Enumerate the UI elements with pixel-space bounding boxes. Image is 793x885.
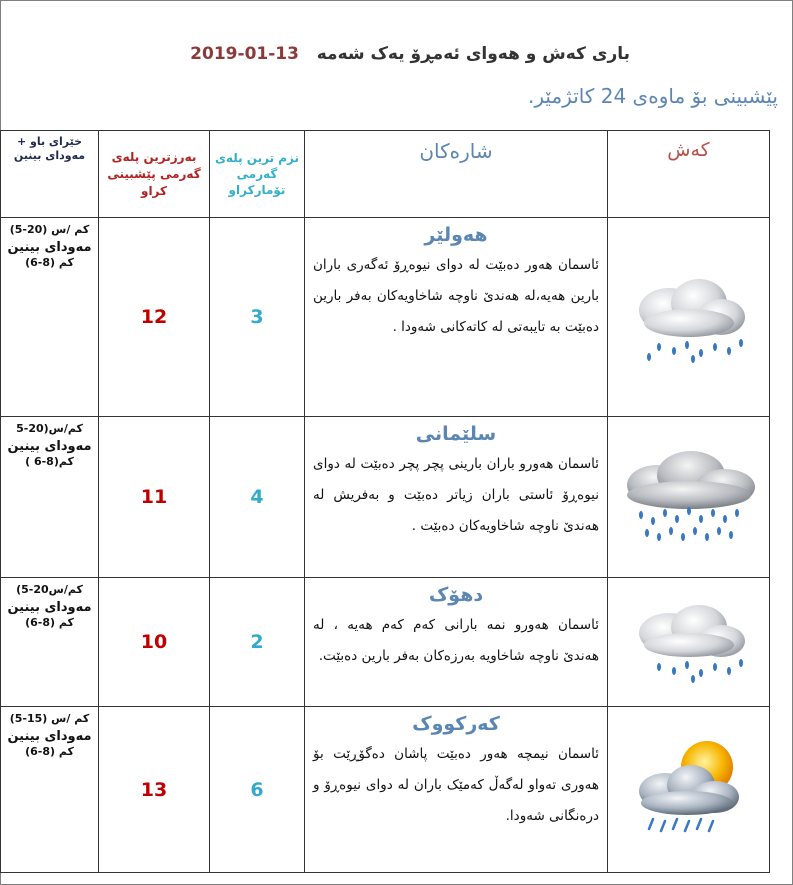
page-subtitle: پێشبینی بۆ ماوەی 24 کاتژمێر. (528, 84, 778, 108)
visibility-value: (6-8) کم (25, 745, 74, 758)
wind-speed: (5-15) کم /س (9, 712, 90, 725)
weather-table (0, 130, 770, 873)
table-row (1, 578, 770, 707)
wind-speed: 5-20)کم/س (16, 422, 83, 435)
title-date: 13-01-2019 (190, 44, 299, 64)
forecast-description: ئاسمان هەورو نمە بارانی کەم کەم هەیە ، لە هەندێ ناوچە شاخاویە بەرزەکان بەفر بارین دەبێت. (313, 617, 599, 664)
table-row (1, 707, 770, 873)
visibility-label: مەودای بینین (7, 729, 92, 744)
min-temp-cell: 2 (210, 578, 305, 707)
wind-speed: (5-20) کم /س (9, 223, 90, 236)
max-temp-cell: 11 (99, 417, 210, 578)
visibility-value: ( 6-8)کم (25, 455, 74, 468)
table-row (1, 417, 770, 578)
city-name: کەرکووک (412, 713, 500, 735)
weather-icon-cell (608, 218, 770, 417)
forecast-description: ئاسمان هەور دەبێت لە دوای نیوەڕۆ ئەگەری باران بارین هەیە،لە هەندێ ناوچە شاخاویەکان بەفر بارین دەبێت بە تایبەتی لە کاتەکانی شەودا . (313, 257, 599, 335)
visibility-value: (6-8) کم (25, 256, 74, 269)
page-title (170, 44, 630, 72)
header-max-temp: بەرزترین پلەی گەرمی پێشبینی کراو (99, 131, 210, 218)
weather-icon-cell (608, 417, 770, 578)
forecast-description: ئاسمان هەورو باران بارینی پچر پچر دەبێت لە دوای نیوەڕۆ ئاستی باران زیاتر دەبێت و بەفریش لە هەندێ ناوچە شاخاویەکان دەبێت . (313, 456, 599, 534)
visibility-label: مەودای بینین (7, 439, 92, 454)
rain-cloud-icon (629, 595, 749, 685)
min-temp-cell: 3 (210, 218, 305, 417)
wind-cell (1, 707, 99, 873)
sun-cloud-rain-icon (629, 733, 749, 843)
wind-cell (1, 417, 99, 578)
table-row (1, 218, 770, 417)
weather-icon-cell (608, 707, 770, 873)
min-temp-cell: 4 (210, 417, 305, 578)
forecast-description: ئاسمان نیمچە هەور دەبێت پاشان دەگۆڕێت بۆ هەوری تەواو لەگەڵ کەمێک باران لە دوای نیوەڕۆ و درەنگانی شەودا. (313, 746, 599, 824)
header-min-temp: نزم ترین پلەی گەرمی تۆمارکراو (210, 131, 305, 218)
visibility-value: (6-8) کم (25, 616, 74, 629)
visibility-label: مەودای بینین (7, 600, 92, 615)
wind-cell (1, 218, 99, 417)
city-cell (305, 707, 608, 873)
max-temp-cell: 13 (99, 707, 210, 873)
city-name: هەولێر (424, 224, 488, 246)
header-weather: کەش (608, 131, 770, 218)
city-cell (305, 218, 608, 417)
header-row (1, 131, 770, 218)
header-city: شارەکان (305, 131, 608, 218)
rain-cloud-icon (629, 265, 749, 365)
city-name: دهۆک (428, 584, 484, 606)
wind-cell (1, 578, 99, 707)
max-temp-cell: 10 (99, 578, 210, 707)
wind-speed: (5-20کم/س (16, 583, 83, 596)
title-text: باری کەش و هەوای ئەمڕۆ یەک شەمە (316, 44, 630, 64)
visibility-label: مەودای بینین (7, 240, 92, 255)
heavy-rain-cloud-icon (619, 445, 759, 545)
weather-icon-cell (608, 578, 770, 707)
max-temp-cell: 12 (99, 218, 210, 417)
min-temp-cell: 6 (210, 707, 305, 873)
header-wind: خێرای باو + مەودای بینین (1, 131, 99, 218)
city-cell (305, 417, 608, 578)
city-name: سلێمانی (415, 423, 497, 445)
city-cell (305, 578, 608, 707)
